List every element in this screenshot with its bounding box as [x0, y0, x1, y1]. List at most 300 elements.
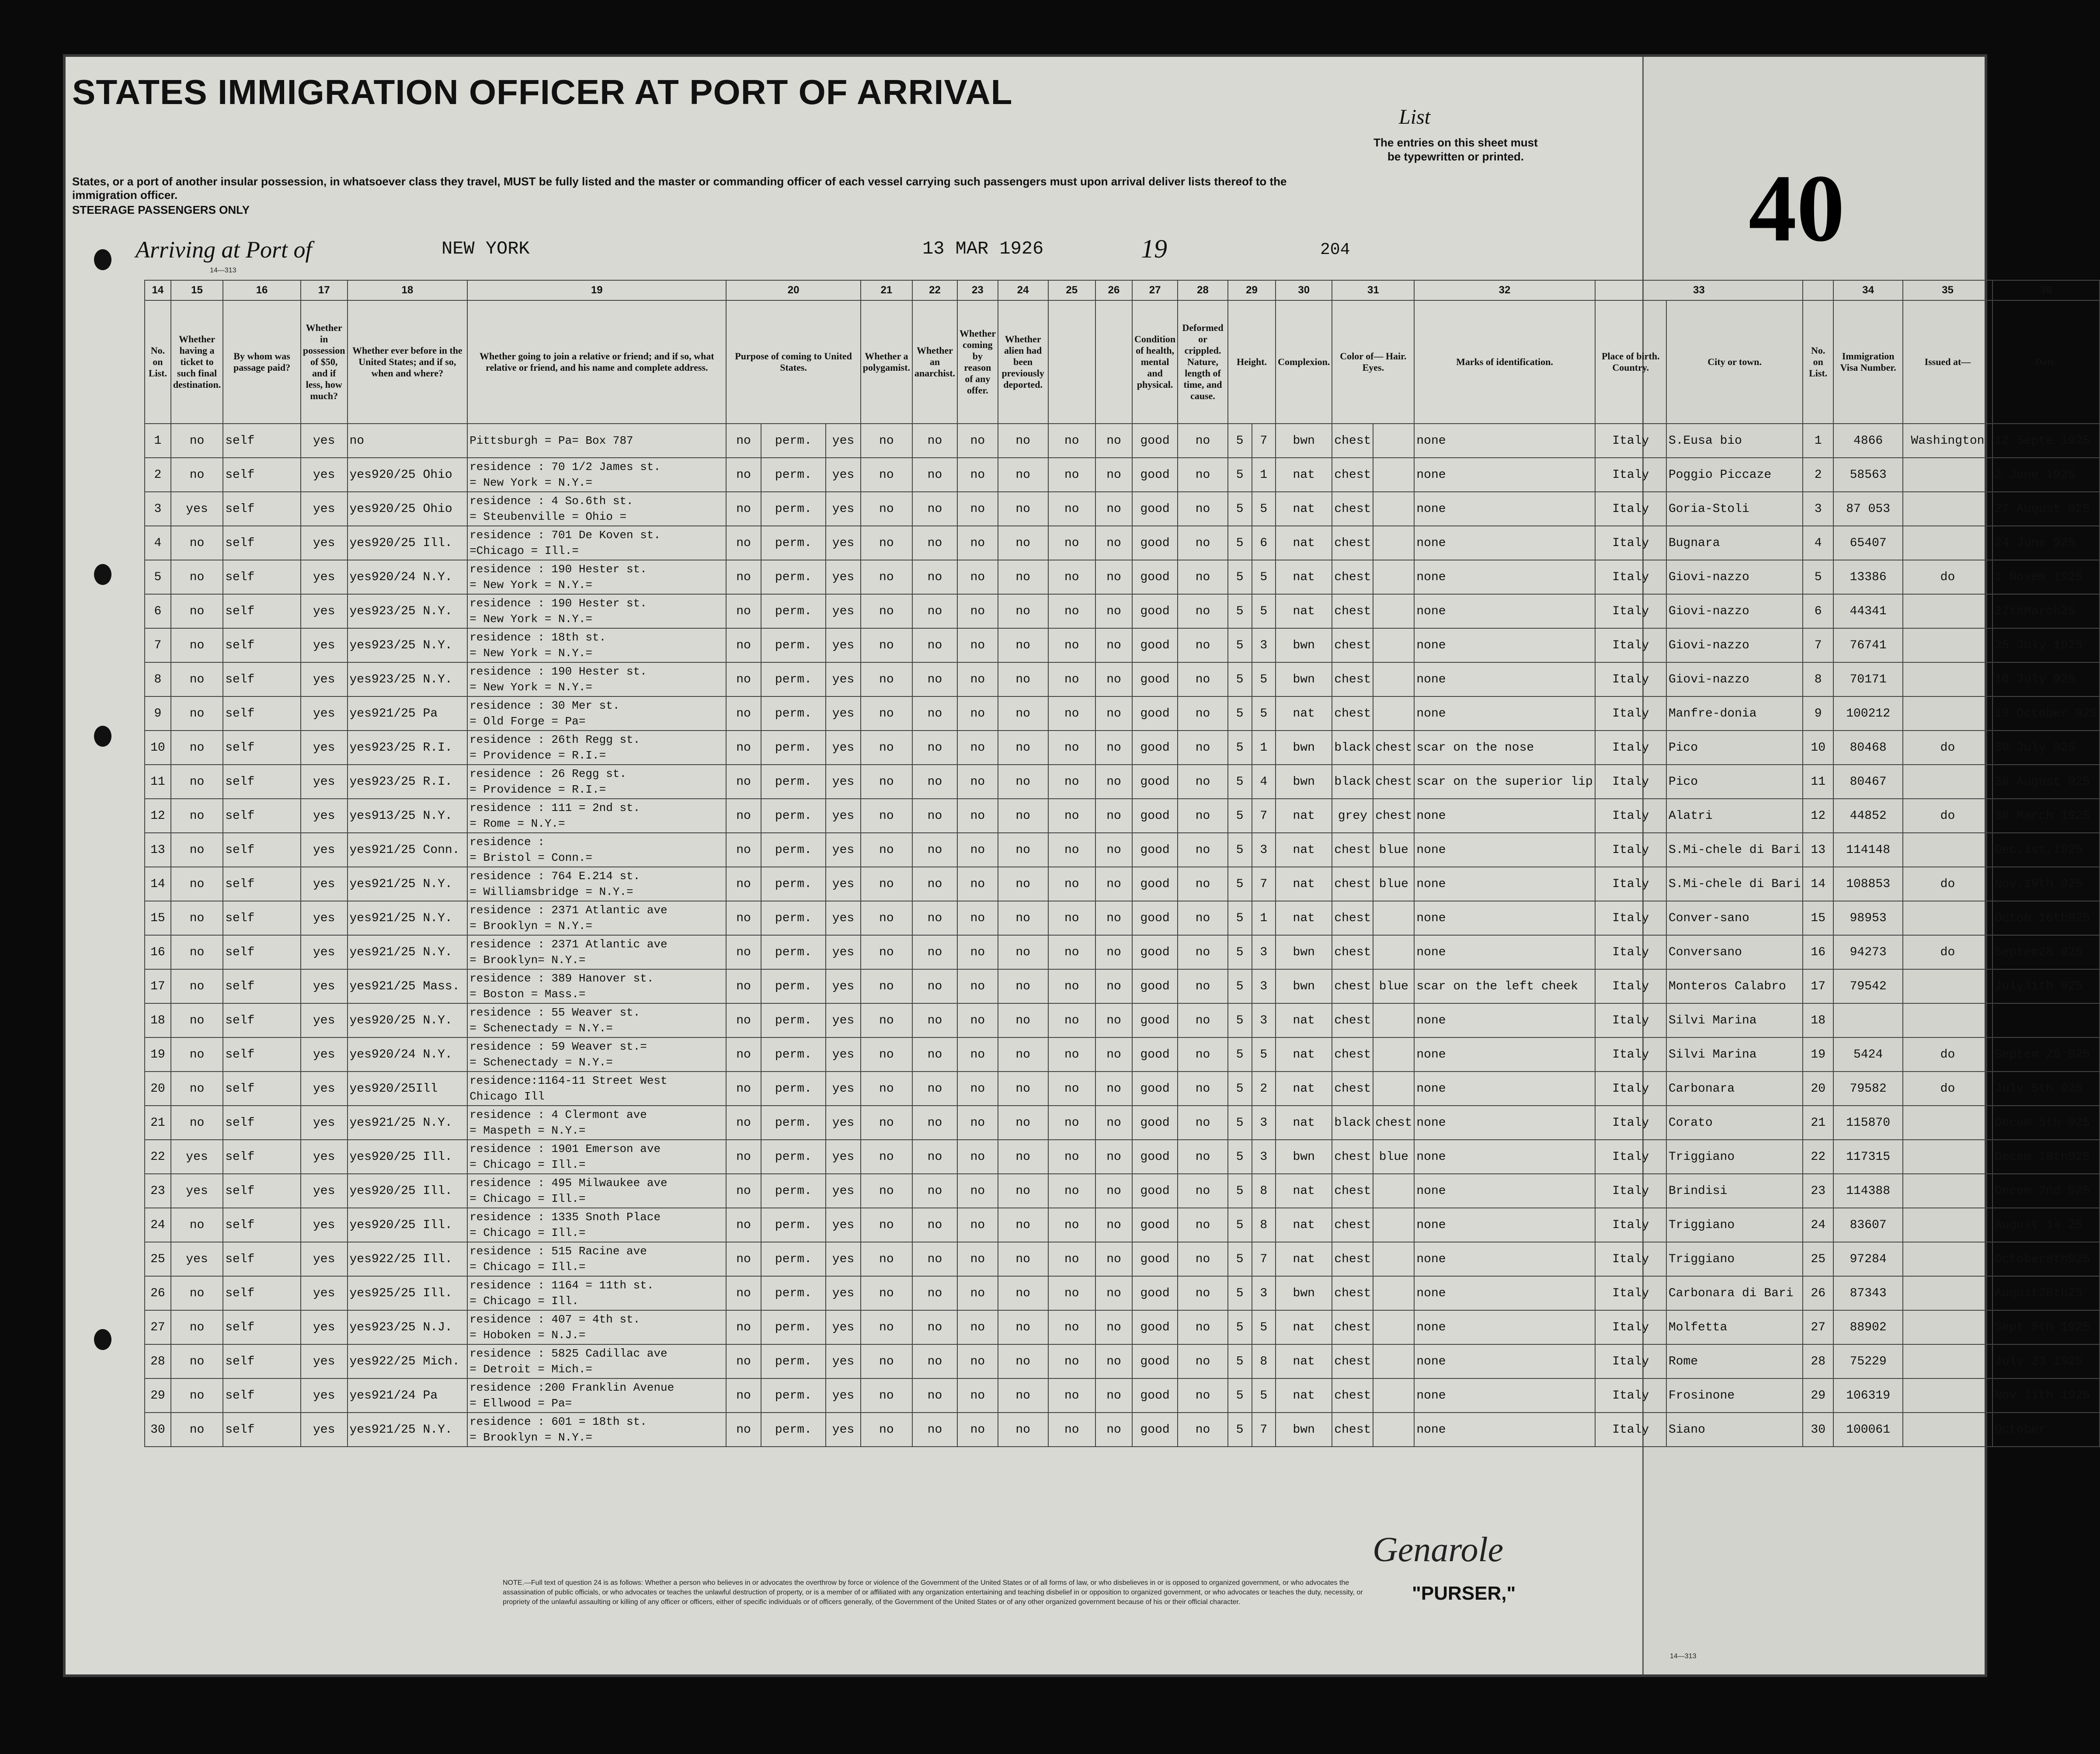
- header-offer: Whether coming by reason of any offer.: [957, 300, 998, 424]
- header-money: Whether in possession of $50, and if less, how much?: [301, 300, 348, 424]
- cell-p1: no: [726, 1344, 761, 1378]
- cell-visa: 87 053: [1833, 492, 1903, 526]
- cell-in: 7: [1252, 424, 1276, 458]
- cell-city: Siano: [1666, 1413, 1803, 1447]
- cell-c23: no: [957, 1174, 998, 1208]
- cell-p2: perm.: [761, 560, 826, 594]
- cell-c21: no: [861, 1140, 912, 1174]
- cell-country: Italy: [1595, 867, 1666, 901]
- cell-c22: no: [912, 424, 957, 458]
- cell-c25: no: [1048, 1208, 1095, 1242]
- cell-before: yes920/25 N.Y.: [348, 1003, 468, 1037]
- cell-hair: chest: [1332, 1310, 1373, 1344]
- cell-ticket: no: [171, 560, 223, 594]
- cell-ticket: no: [171, 526, 223, 560]
- cell-date: 24 June 925: [1992, 526, 2100, 560]
- punch-hole: [94, 1329, 111, 1350]
- cell-issued: [1903, 1310, 1992, 1344]
- cell-no: 5: [145, 560, 171, 594]
- cell-ticket: no: [171, 1413, 223, 1447]
- cell-marks: none: [1414, 867, 1595, 901]
- cell-address: residence : 407 = 4th st. = Hoboken = N.J.=: [467, 1310, 726, 1344]
- cell-money: yes: [301, 628, 348, 662]
- cell-before: yes920/25 Ill.: [348, 1208, 468, 1242]
- cell-date: July 5th 925: [1992, 1072, 2100, 1106]
- cell-c25: no: [1048, 492, 1095, 526]
- cell-c24: no: [998, 458, 1048, 492]
- cell-no2: 5: [1803, 560, 1833, 594]
- header-col26: [1095, 300, 1132, 424]
- cell-paid: self: [223, 1242, 301, 1276]
- cell-c25: no: [1048, 901, 1095, 935]
- header-health: Condition of health, mental and physical.: [1132, 300, 1178, 424]
- cell-p2: perm.: [761, 1310, 826, 1344]
- cell-p2: perm.: [761, 935, 826, 969]
- cell-address: residence : 190 Hester st. = New York = N.Y.=: [467, 662, 726, 696]
- cell-deformed: no: [1178, 458, 1228, 492]
- cell-marks: none: [1414, 628, 1595, 662]
- cell-c21: no: [861, 1378, 912, 1413]
- table-row: [145, 1037, 2100, 1072]
- cell-visa: 100212: [1833, 696, 1903, 731]
- cell-ticket: no: [171, 901, 223, 935]
- cell-c22: no: [912, 696, 957, 731]
- cell-p2: perm.: [761, 492, 826, 526]
- cell-deformed: no: [1178, 765, 1228, 799]
- cell-no: 17: [145, 969, 171, 1003]
- cell-eyes: [1373, 935, 1414, 969]
- cell-complexion: nat: [1276, 833, 1332, 867]
- cell-deformed: no: [1178, 969, 1228, 1003]
- cell-p1: no: [726, 1242, 761, 1276]
- cell-complexion: nat: [1276, 799, 1332, 833]
- cell-visa: 75229: [1833, 1344, 1903, 1378]
- cell-c26: no: [1095, 1378, 1132, 1413]
- cell-money: yes: [301, 1378, 348, 1413]
- cell-marks: none: [1414, 1037, 1595, 1072]
- cell-issued: do: [1903, 867, 1992, 901]
- header-col25: [1048, 300, 1095, 424]
- cell-no: 25: [145, 1242, 171, 1276]
- cell-money: yes: [301, 867, 348, 901]
- cell-date: Septem28 925: [1992, 935, 2100, 969]
- cell-c21: no: [861, 935, 912, 969]
- cell-no: 26: [145, 1276, 171, 1310]
- cell-money: yes: [301, 424, 348, 458]
- cell-deformed: no: [1178, 526, 1228, 560]
- cell-hair: chest: [1332, 1413, 1373, 1447]
- cell-c24: no: [998, 1276, 1048, 1310]
- column-header-row: [145, 300, 2100, 424]
- cell-in: 3: [1252, 1003, 1276, 1037]
- cell-p2: perm.: [761, 969, 826, 1003]
- cell-c24: no: [998, 594, 1048, 628]
- cell-complexion: bwn: [1276, 731, 1332, 765]
- cell-c26: no: [1095, 594, 1132, 628]
- cell-c25: no: [1048, 1003, 1095, 1037]
- table-row: [145, 969, 2100, 1003]
- cell-issued: do: [1903, 560, 1992, 594]
- manifest-table: [144, 280, 2100, 1447]
- cell-c25: no: [1048, 1276, 1095, 1310]
- cell-money: yes: [301, 1242, 348, 1276]
- cell-ticket: no: [171, 628, 223, 662]
- cell-marks: none: [1414, 1310, 1595, 1344]
- cell-paid: self: [223, 662, 301, 696]
- cell-hair: chest: [1332, 901, 1373, 935]
- cell-issued: [1903, 765, 1992, 799]
- cell-hair: chest: [1332, 969, 1373, 1003]
- cell-paid: self: [223, 594, 301, 628]
- col-num: 14: [145, 280, 171, 300]
- cell-health: good: [1132, 833, 1178, 867]
- cell-country: Italy: [1595, 696, 1666, 731]
- cell-deformed: no: [1178, 1276, 1228, 1310]
- cell-eyes: [1373, 696, 1414, 731]
- cell-p2: perm.: [761, 696, 826, 731]
- cell-p3: yes: [826, 935, 861, 969]
- cell-visa: 5424: [1833, 1037, 1903, 1072]
- cell-city: Conver-sano: [1666, 901, 1803, 935]
- cell-visa: 106319: [1833, 1378, 1903, 1413]
- cell-health: good: [1132, 1276, 1178, 1310]
- cell-city: S.Mi-chele di Bari: [1666, 833, 1803, 867]
- cell-complexion: bwn: [1276, 662, 1332, 696]
- cell-c26: no: [1095, 1413, 1132, 1447]
- cell-marks: scar on the left cheek: [1414, 969, 1595, 1003]
- cell-c25: no: [1048, 594, 1095, 628]
- cell-date: Decem 18th925: [1992, 1140, 2100, 1174]
- cell-date: 12 Septe 1925: [1992, 424, 2100, 458]
- table-row: [145, 901, 2100, 935]
- header-visa-number: Immigration Visa Number.: [1833, 300, 1903, 424]
- cell-visa: 87343: [1833, 1276, 1903, 1310]
- cell-in: 5: [1252, 696, 1276, 731]
- page-reference: 204: [1320, 240, 1350, 259]
- cell-complexion: nat: [1276, 1003, 1332, 1037]
- cell-p2: perm.: [761, 1413, 826, 1447]
- cell-country: Italy: [1595, 458, 1666, 492]
- cell-c21: no: [861, 731, 912, 765]
- cell-p2: perm.: [761, 1208, 826, 1242]
- cell-deformed: no: [1178, 867, 1228, 901]
- cell-deformed: no: [1178, 424, 1228, 458]
- cell-c24: no: [998, 696, 1048, 731]
- cell-ticket: no: [171, 765, 223, 799]
- cell-visa: 98953: [1833, 901, 1903, 935]
- cell-deformed: no: [1178, 1413, 1228, 1447]
- cell-city: Carbonara di Bari: [1666, 1276, 1803, 1310]
- cell-no2: 13: [1803, 833, 1833, 867]
- header-purpose: Purpose of coming to United States.: [726, 300, 860, 424]
- purser-label: "PURSER,": [1412, 1583, 1516, 1604]
- cell-no2: 23: [1803, 1174, 1833, 1208]
- cell-date: 1 Novem 1925: [1992, 560, 2100, 594]
- cell-c21: no: [861, 1106, 912, 1140]
- col-num: 32: [1414, 280, 1595, 300]
- cell-deformed: no: [1178, 662, 1228, 696]
- cell-city: Manfre-donia: [1666, 696, 1803, 731]
- cell-money: yes: [301, 969, 348, 1003]
- cell-paid: self: [223, 1378, 301, 1413]
- cell-visa: 44341: [1833, 594, 1903, 628]
- cell-complexion: bwn: [1276, 935, 1332, 969]
- cell-in: 3: [1252, 1140, 1276, 1174]
- cell-eyes: [1373, 1242, 1414, 1276]
- cell-health: good: [1132, 1242, 1178, 1276]
- cell-city: Giovi-nazzo: [1666, 662, 1803, 696]
- cell-city: Corato: [1666, 1106, 1803, 1140]
- cell-c24: no: [998, 1242, 1048, 1276]
- cell-ft: 5: [1228, 799, 1252, 833]
- cell-country: Italy: [1595, 799, 1666, 833]
- cell-in: 7: [1252, 867, 1276, 901]
- cell-before: yes921/25 N.Y.: [348, 1106, 468, 1140]
- cell-marks: none: [1414, 1208, 1595, 1242]
- cell-address: residence : 59 Weaver st.= = Schenectady = N.Y.=: [467, 1037, 726, 1072]
- cell-visa: 13386: [1833, 560, 1903, 594]
- cell-no2: 19: [1803, 1037, 1833, 1072]
- cell-health: good: [1132, 458, 1178, 492]
- cell-no: 6: [145, 594, 171, 628]
- cell-deformed: no: [1178, 1344, 1228, 1378]
- cell-before: yes921/25 Conn.: [348, 833, 468, 867]
- cell-p3: yes: [826, 1208, 861, 1242]
- cell-ft: 5: [1228, 833, 1252, 867]
- cell-c22: no: [912, 901, 957, 935]
- cell-no: 3: [145, 492, 171, 526]
- cell-visa: 94273: [1833, 935, 1903, 969]
- cell-c26: no: [1095, 1174, 1132, 1208]
- col-num: 23: [957, 280, 998, 300]
- cell-paid: self: [223, 799, 301, 833]
- cell-paid: self: [223, 1174, 301, 1208]
- cell-city: Carbonara: [1666, 1072, 1803, 1106]
- cell-no: 30: [145, 1413, 171, 1447]
- cell-issued: [1903, 458, 1992, 492]
- cell-c26: no: [1095, 628, 1132, 662]
- col-num: 25: [1048, 280, 1095, 300]
- cell-ticket: no: [171, 1037, 223, 1072]
- cell-c23: no: [957, 424, 998, 458]
- cell-date: Nov 11th 1925: [1992, 1378, 2100, 1413]
- cell-no2: 21: [1803, 1106, 1833, 1140]
- cell-ft: 5: [1228, 662, 1252, 696]
- cell-p1: no: [726, 1413, 761, 1447]
- cell-p3: yes: [826, 833, 861, 867]
- cell-health: good: [1132, 1344, 1178, 1378]
- cell-p1: no: [726, 1310, 761, 1344]
- cell-c26: no: [1095, 458, 1132, 492]
- cell-p3: yes: [826, 458, 861, 492]
- subtitle-line1: States, or a port of another insular possession, in whatsoever class they travel, MUST be fully listed and the master or commanding officer of each vessel carrying such passengers must upon arrival deliver lists thereof to the immigration officer.: [72, 175, 1287, 202]
- cell-marks: none: [1414, 594, 1595, 628]
- cell-ticket: no: [171, 867, 223, 901]
- cell-ft: 5: [1228, 1208, 1252, 1242]
- cell-money: yes: [301, 1003, 348, 1037]
- cell-no2: 4: [1803, 526, 1833, 560]
- cell-marks: none: [1414, 526, 1595, 560]
- cell-hair: black: [1332, 1106, 1373, 1140]
- cell-complexion: nat: [1276, 867, 1332, 901]
- cell-no2: 14: [1803, 867, 1833, 901]
- table-row: [145, 526, 2100, 560]
- cell-health: good: [1132, 662, 1178, 696]
- cell-paid: self: [223, 901, 301, 935]
- cell-hair: chest: [1332, 492, 1373, 526]
- cell-ft: 5: [1228, 628, 1252, 662]
- header-city: City or town.: [1666, 300, 1803, 424]
- cell-c21: no: [861, 662, 912, 696]
- cell-p3: yes: [826, 526, 861, 560]
- cell-money: yes: [301, 901, 348, 935]
- col-num: 22: [912, 280, 957, 300]
- cell-c24: no: [998, 560, 1048, 594]
- col-num: 15: [171, 280, 223, 300]
- cell-issued: [1903, 1003, 1992, 1037]
- cell-city: Rome: [1666, 1344, 1803, 1378]
- cell-complexion: bwn: [1276, 765, 1332, 799]
- cell-in: 5: [1252, 1037, 1276, 1072]
- cell-deformed: no: [1178, 1378, 1228, 1413]
- cell-c26: no: [1095, 935, 1132, 969]
- cell-in: 2: [1252, 1072, 1276, 1106]
- cell-money: yes: [301, 1344, 348, 1378]
- cell-visa: 117315: [1833, 1140, 1903, 1174]
- cell-c22: no: [912, 1037, 957, 1072]
- cell-ft: 5: [1228, 1310, 1252, 1344]
- cell-before: no: [348, 424, 468, 458]
- cell-visa: 70171: [1833, 662, 1903, 696]
- cell-in: 1: [1252, 458, 1276, 492]
- cell-ft: 5: [1228, 1072, 1252, 1106]
- cell-country: Italy: [1595, 662, 1666, 696]
- cell-city: Frosinone: [1666, 1378, 1803, 1413]
- cell-issued: [1903, 696, 1992, 731]
- cell-money: yes: [301, 560, 348, 594]
- cell-in: 8: [1252, 1208, 1276, 1242]
- cell-issued: do: [1903, 1037, 1992, 1072]
- cell-complexion: nat: [1276, 1106, 1332, 1140]
- cell-c25: no: [1048, 458, 1095, 492]
- cell-deformed: no: [1178, 1003, 1228, 1037]
- cell-marks: none: [1414, 833, 1595, 867]
- cell-no2: 2: [1803, 458, 1833, 492]
- cell-c24: no: [998, 901, 1048, 935]
- cell-complexion: nat: [1276, 560, 1332, 594]
- header-date: Date.: [1992, 300, 2100, 424]
- cell-no2: 9: [1803, 696, 1833, 731]
- cell-hair: black: [1332, 731, 1373, 765]
- cell-c24: no: [998, 492, 1048, 526]
- cell-eyes: [1373, 1413, 1414, 1447]
- cell-c26: no: [1095, 696, 1132, 731]
- cell-c23: no: [957, 1106, 998, 1140]
- cell-money: yes: [301, 1413, 348, 1447]
- cell-no: 20: [145, 1072, 171, 1106]
- cell-c23: no: [957, 628, 998, 662]
- typewritten-note: The entries on this sheet must be typewritten or printed.: [1373, 136, 1538, 163]
- cell-c26: no: [1095, 799, 1132, 833]
- cell-ticket: no: [171, 696, 223, 731]
- cell-marks: none: [1414, 799, 1595, 833]
- cell-c22: no: [912, 935, 957, 969]
- cell-complexion: bwn: [1276, 1140, 1332, 1174]
- cell-ft: 5: [1228, 731, 1252, 765]
- cell-city: Poggio Piccaze: [1666, 458, 1803, 492]
- cell-p1: no: [726, 1276, 761, 1310]
- cell-eyes: [1373, 560, 1414, 594]
- cell-c21: no: [861, 458, 912, 492]
- cell-c23: no: [957, 662, 998, 696]
- cell-hair: chest: [1332, 1140, 1373, 1174]
- cell-date: 19 October 925: [1992, 696, 2100, 731]
- cell-city: Alatri: [1666, 799, 1803, 833]
- cell-p3: yes: [826, 969, 861, 1003]
- cell-date: Dec.1st,1925: [1992, 833, 2100, 867]
- punch-hole: [94, 564, 111, 585]
- cell-money: yes: [301, 492, 348, 526]
- cell-health: good: [1132, 1140, 1178, 1174]
- cell-hair: chest: [1332, 1003, 1373, 1037]
- cell-in: 8: [1252, 1174, 1276, 1208]
- cell-c22: no: [912, 1140, 957, 1174]
- cell-no2: 10: [1803, 731, 1833, 765]
- cell-hair: chest: [1332, 1208, 1373, 1242]
- cell-address: residence : 1335 Snoth Place = Chicago = Ill.=: [467, 1208, 726, 1242]
- cell-date: July 23 1925: [1992, 1344, 2100, 1378]
- cell-ft: 5: [1228, 1174, 1252, 1208]
- cell-p1: no: [726, 1208, 761, 1242]
- cell-city: Giovi-nazzo: [1666, 560, 1803, 594]
- cell-money: yes: [301, 1174, 348, 1208]
- cell-issued: [1903, 594, 1992, 628]
- cell-complexion: nat: [1276, 1174, 1332, 1208]
- cell-city: Triggiano: [1666, 1140, 1803, 1174]
- cell-eyes: [1373, 1276, 1414, 1310]
- cell-p2: perm.: [761, 458, 826, 492]
- cell-issued: [1903, 1378, 1992, 1413]
- cell-city: Giovi-nazzo: [1666, 628, 1803, 662]
- cell-c22: no: [912, 1276, 957, 1310]
- cell-c26: no: [1095, 424, 1132, 458]
- col-num: 30: [1276, 280, 1332, 300]
- cell-ft: 5: [1228, 867, 1252, 901]
- cell-date: July31th 925: [1992, 969, 2100, 1003]
- cell-country: Italy: [1595, 731, 1666, 765]
- cell-p1: no: [726, 696, 761, 731]
- cell-before: yes923/25 N.Y.: [348, 662, 468, 696]
- cell-ticket: no: [171, 1276, 223, 1310]
- cell-visa: 114388: [1833, 1174, 1903, 1208]
- cell-c25: no: [1048, 867, 1095, 901]
- cell-paid: self: [223, 1344, 301, 1378]
- cell-ticket: no: [171, 731, 223, 765]
- cell-in: 5: [1252, 662, 1276, 696]
- cell-address: residence :200 Franklin Avenue = Ellwood = Pa=: [467, 1378, 726, 1413]
- cell-c21: no: [861, 1174, 912, 1208]
- cell-before: yes923/25 R.I.: [348, 765, 468, 799]
- cell-ft: 5: [1228, 1106, 1252, 1140]
- cell-in: 5: [1252, 492, 1276, 526]
- cell-date: October: [1992, 1413, 2100, 1447]
- subtitle-line2: STEERAGE PASSENGERS ONLY: [72, 203, 250, 216]
- cell-c25: no: [1048, 662, 1095, 696]
- cell-no: 11: [145, 765, 171, 799]
- cell-issued: [1903, 628, 1992, 662]
- cell-visa: 100061: [1833, 1413, 1903, 1447]
- cell-before: yes913/25 N.Y.: [348, 799, 468, 833]
